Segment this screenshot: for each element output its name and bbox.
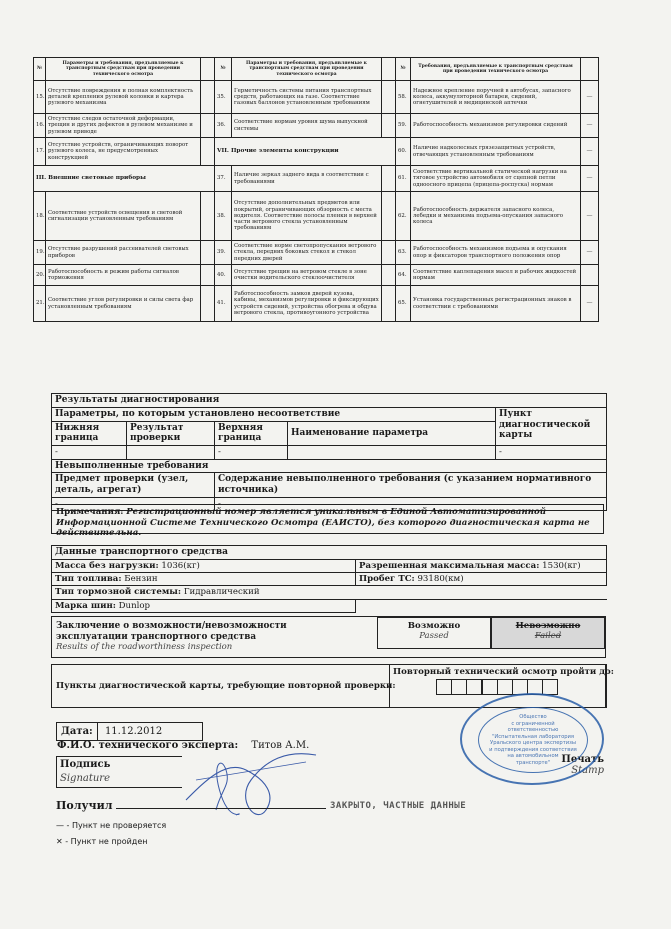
verdict-failed-box [491, 617, 605, 649]
table-row [34, 286, 599, 322]
table-cell: 60. [396, 138, 411, 166]
stamp-line: ответственностью [507, 727, 559, 733]
table-cell: 40. [215, 265, 232, 286]
table-cell: Работоспособность держателя запасного колеса, лебедки и механизма подъема-опускания запасного колеса [411, 192, 581, 241]
table-cell: — [581, 286, 599, 322]
table-row [34, 166, 599, 192]
stamp-line: транспорте" [515, 759, 551, 766]
expert-value: Титов А.М. [251, 740, 310, 751]
table-cell: Установка государственных регистрационных знаков в соответствии с требованиями [411, 286, 581, 322]
organization-stamp [460, 693, 604, 785]
tires-value: Dunlop [118, 600, 151, 611]
verdict-failed-en: Failed [534, 631, 562, 641]
stamp-line: на автомобильном [507, 753, 559, 759]
brake-row [52, 586, 607, 599]
table-cell: 36. [215, 114, 232, 138]
repeat-date-digit [451, 679, 467, 695]
table-cell: 58. [396, 81, 411, 114]
verdict-passed-box [377, 617, 491, 649]
note-label: Примечания: [56, 507, 124, 517]
table-cell: Соответствие норме светопропускания ветрового стекла, передних боковых стекол и стекол передних дверей [232, 241, 382, 265]
table-cell: — [581, 192, 599, 241]
table-row [34, 241, 599, 265]
expert-label: Ф.И.О. технического эксперта: [57, 740, 239, 751]
verdict-passed-label: Возможно [407, 621, 461, 631]
unfulfilled-title: Невыполненные требования [52, 459, 607, 473]
table-cell: 21. [34, 286, 46, 322]
mileage-value: 93180(км) [417, 574, 464, 585]
mass-empty-value: 1036(кг) [161, 560, 200, 571]
cross-icon: ✕ [56, 837, 63, 846]
date-field [56, 722, 203, 741]
col-requirements: Параметры и требования, предъявляемые к транспортным средствам при проведении технического осмотра [46, 58, 201, 81]
inspection-items-table [33, 57, 599, 322]
note-block [51, 504, 604, 539]
table-cell: Отсутствие повреждения и полная комплектность деталей крепления рулевой колонки и картера рулевого механизма [46, 81, 201, 114]
table-cell: 35. [215, 81, 232, 114]
repeat-date-digit [497, 679, 513, 695]
results-title: Результаты диагностирования [52, 394, 607, 408]
results-point-header: Пункт диагностической карты [496, 407, 607, 445]
stamp-line: Уральского центра экспертизы [490, 740, 576, 746]
table-cell: 59. [396, 114, 411, 138]
table-cell: — [581, 166, 599, 192]
brake-value: Гидравлический [183, 587, 260, 598]
mass-max-row [356, 559, 607, 572]
table-cell: Работоспособность механизмов подъема и опускания опор и фиксаторов транспортного положения опор [411, 241, 581, 265]
table-cell: 61. [396, 166, 411, 192]
table-cell: Работоспособность замков дверей кузова, кабины, механизмов регулировки и фиксирующих устройств сидений, устройства обогрева и обдува ветрового стекла, противоугонного устройства [232, 286, 382, 322]
brake-label: Тип тормозной системы: [55, 587, 182, 598]
table-cell: Отсутствие дополнительных предметов или покрытий, ограничивающих обзорность с места водителя. Соответствие полосы пленки в верхней части ветрового стекла установленным требованиям [232, 192, 382, 241]
col-number: № [34, 58, 46, 81]
result-cell: - [215, 446, 288, 459]
table-cell: 18. [34, 192, 46, 241]
table-cell: Отсутствие трещин на ветровом стекле в зоне очистки водительского стеклоочистителя [232, 265, 382, 286]
table-cell: Наличие зеркал заднего вида в соответствии с требованиями [232, 166, 382, 192]
table-row [34, 265, 599, 286]
received-field [56, 799, 326, 812]
repeat-points-label: Пункты диагностической карты, требующие повторной проверки: [56, 681, 396, 691]
col-number: № [396, 58, 411, 81]
table-cell: Работоспособность и режим работы сигналов торможения [46, 265, 201, 286]
tires-label: Марка шин: [55, 600, 116, 611]
table-cell: 64. [396, 265, 411, 286]
table-cell: 62. [396, 192, 411, 241]
table-cell: Соответствие нормам уровня шума выпускной системы [232, 114, 382, 138]
conclusion-block [51, 616, 606, 658]
table-header-row [34, 58, 599, 81]
mass-max-value: 1530(кг) [542, 560, 581, 571]
table-cell: VII. Прочие элементы конструкции [215, 138, 396, 166]
verdict-failed-label: Невозможно [515, 621, 581, 631]
result-cell: - [52, 446, 127, 459]
conclusion-text-en: Results of the roadworthiness inspection [56, 642, 233, 653]
stamp-line: "Испытательная лаборатория [491, 733, 575, 740]
received-smudged-text: ЗАКРЫТО, ЧАСТНЫЕ ДАННЫЕ [330, 801, 467, 811]
stamp-line: Общество [519, 714, 547, 720]
conclusion-text: Заключение о возможности/невозможности эксплуатации транспортного средства [56, 621, 287, 642]
col-param-name: Наименование параметра [288, 421, 496, 446]
table-cell: 17. [34, 138, 46, 166]
seal-label-en: Stamp [571, 765, 604, 776]
table-cell: Соответствие каплепадения масел и рабочих жидкостей нормам [411, 265, 581, 286]
results-subtitle: Параметры, по которым установлено несоответствие [52, 407, 496, 421]
mass-max-label: Разрешенная максимальная масса: [359, 560, 540, 571]
col-number: № [215, 58, 232, 81]
received-label: Получил [56, 799, 113, 812]
table-cell: 37. [215, 166, 232, 192]
seal-label: Печать [561, 754, 604, 765]
table-cell: Надежное крепление поручней в автобусах, запасного колеса, аккумуляторной батареи, сидений, огнетушителей и медицинской аптечки [411, 81, 581, 114]
col-requirements: Требования, предъявляемые к транспортным средствам при проведении технического осмотра [411, 58, 581, 81]
repeat-date-digit [482, 679, 498, 695]
mileage-row [356, 573, 607, 586]
stamp-line: с ограниченной [511, 720, 555, 727]
table-cell: 38. [215, 192, 232, 241]
table-cell: Соответствие устройств освещения и световой сигнализации установленным требованиям [46, 192, 201, 241]
table-cell: 41. [215, 286, 232, 322]
table-cell: Соответствие вертикальной статической нагрузки на тяговое устройство автомобиля от сцепной петли одноосного прицепа (прицепа-роспуска) нормам [411, 166, 581, 192]
table-cell: — [581, 114, 599, 138]
col-unfulfilled-content: Содержание невыполненного требования (с указанием нормативного источника) [215, 473, 607, 498]
fuel-value: Бензин [124, 574, 158, 585]
dash-icon: — [56, 821, 64, 830]
table-cell: 39. [215, 241, 232, 265]
col-upper-bound: Верхняя граница [215, 421, 288, 446]
date-label: Дата: [57, 723, 98, 740]
signature-label: Подпись [60, 759, 111, 770]
table-cell: 15. [34, 81, 46, 114]
table-cell: Отсутствие устройств, ограничивающих поворот рулевого колеса, не предусмотренных конструкцией [46, 138, 201, 166]
fuel-label: Тип топлива: [55, 574, 122, 585]
table-cell: 63. [396, 241, 411, 265]
table-cell: 65. [396, 286, 411, 322]
table-cell: Герметичность системы питания транспортных средств, работающих на газе. Соответствие газовых баллонов установленным требованиям [232, 81, 382, 114]
vehicle-data-table [51, 545, 607, 613]
table-cell: 20. [34, 265, 46, 286]
table-cell: Работоспособность механизмов регулировки сидений [411, 114, 581, 138]
table-cell: — [581, 81, 599, 114]
table-cell: Соответствие углов регулировки и силы света фар установленным требованиям [46, 286, 201, 322]
col-lower-bound: Нижняя граница [52, 421, 127, 446]
table-cell: Отсутствие разрушений рассеивателей световых приборов [46, 241, 201, 265]
repeat-until-label: Повторный технический осмотр пройти до: [393, 667, 614, 677]
signature-label-en: Signature [60, 773, 111, 784]
stamp-line: и подтверждения соответствия [489, 746, 577, 753]
table-row [34, 114, 599, 138]
table-row [34, 192, 599, 241]
table-cell: Отсутствие следов остаточной деформации, трещин и других дефектов в рулевом механизме и рулевом приводе [46, 114, 201, 138]
table-cell: III. Внешние световые приборы [34, 166, 215, 192]
vehicle-title: Данные транспортного средства [52, 546, 607, 560]
mileage-label: Пробег ТС: [359, 574, 415, 585]
mass-empty-label: Масса без нагрузки: [55, 560, 159, 571]
repeat-date-digit [542, 679, 558, 695]
result-cell: - [496, 446, 607, 459]
fuel-row [52, 573, 356, 586]
legend-failed [56, 837, 147, 846]
table-row [34, 138, 599, 166]
signature-field [56, 756, 182, 788]
tires-row [52, 599, 356, 612]
legend-failed-text: - Пункт не пройден [65, 837, 148, 846]
legend-not-checked-text: - Пункт не проверяется [66, 821, 167, 830]
col-check-item: Предмет проверки (узел, деталь, агрегат) [52, 473, 215, 498]
table-cell: — [581, 138, 599, 166]
date-value: 11.12.2012 [104, 726, 163, 737]
repeat-date-digit [436, 679, 452, 695]
col-result: Результат проверки [127, 421, 215, 446]
note-text: Регистрационный номер является уникальным в Единой Автоматизированной Информационной Системе Технического Осмотра (ЕАИСТО), без которого диагностическая карта не действительна. [56, 507, 590, 539]
unfulfilled-cell: - [215, 497, 607, 510]
table-cell: 19. [34, 241, 46, 265]
table-cell: 16. [34, 114, 46, 138]
results-table [51, 393, 607, 511]
table-cell [581, 265, 599, 286]
legend-not-checked [56, 821, 166, 830]
table-cell: — [581, 241, 599, 265]
repeat-date-digit [466, 679, 482, 695]
verdict-passed-en: Passed [419, 631, 449, 641]
table-cell: Наличие надколесных грязезащитных устройств, отвечающих установленным требованиям [411, 138, 581, 166]
unfulfilled-cell: - [52, 497, 215, 510]
col-requirements: Параметры и требования, предъявляемые к транспортным средствам при проведении технического осмотра [232, 58, 382, 81]
table-row [34, 81, 599, 114]
mass-empty-row [52, 559, 356, 572]
